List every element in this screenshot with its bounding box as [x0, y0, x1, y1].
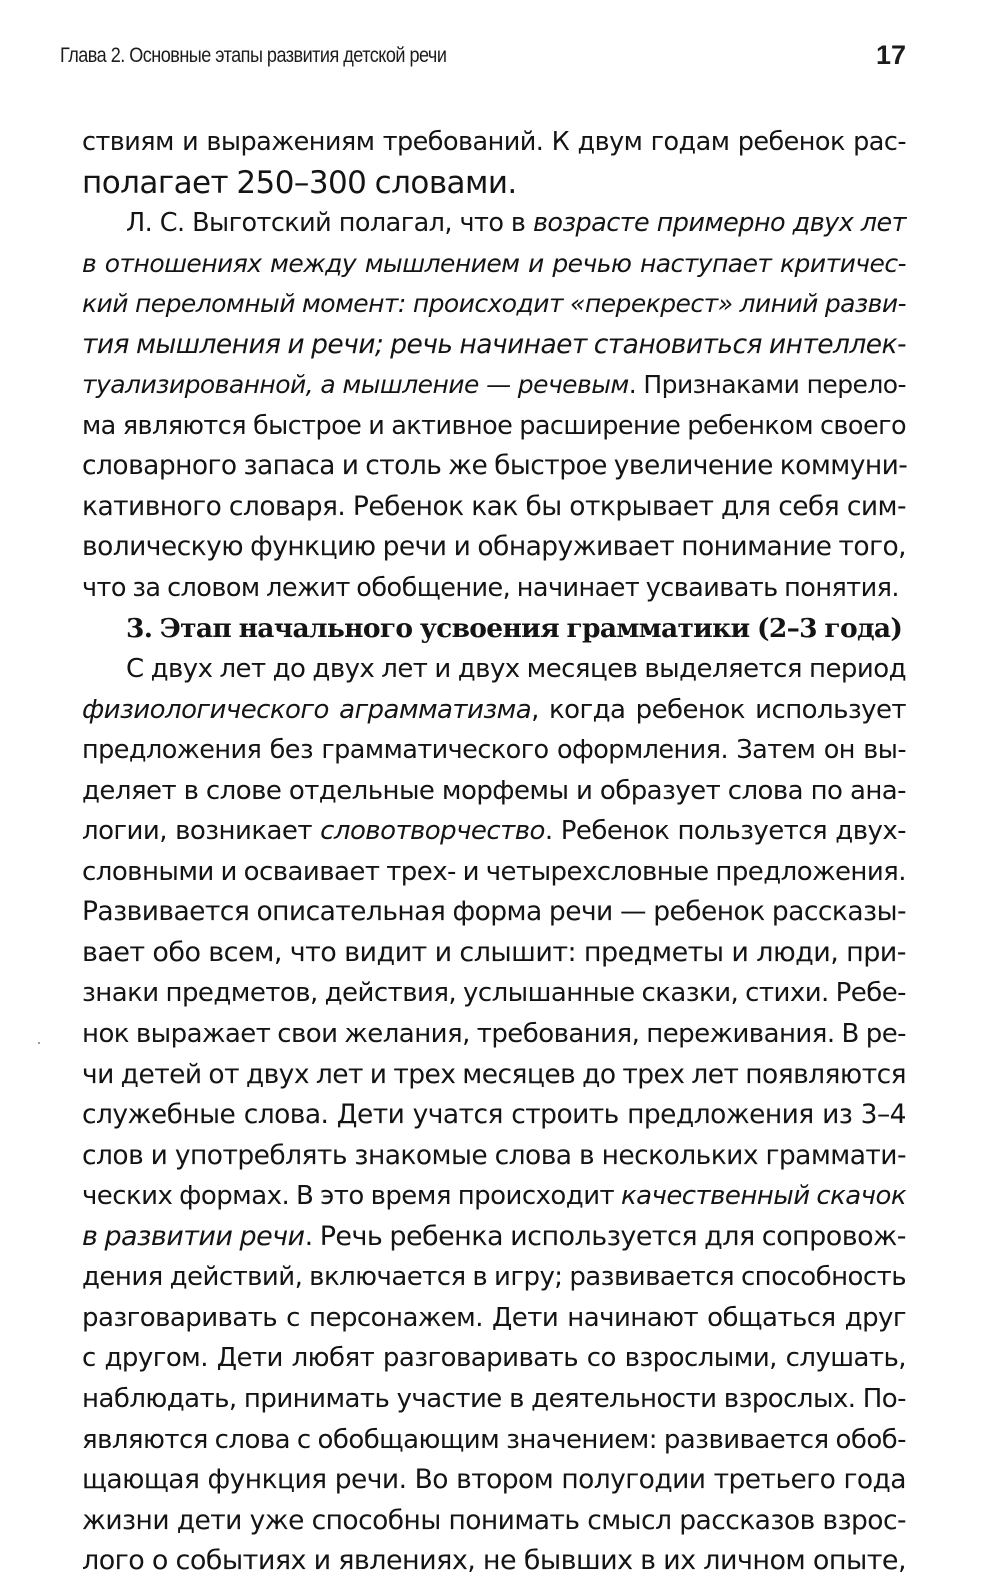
text-line	[82, 1298, 906, 1339]
text-segment: Л. С. Выготский полагал, что в	[126, 208, 533, 239]
text-segment: ческих формах. В это время происходит	[82, 1181, 621, 1212]
text-line	[82, 446, 906, 487]
text-line	[82, 163, 906, 204]
text-line	[82, 284, 906, 325]
text-segment: разговаривать с персонажем. Дети начинают общаться друг	[82, 1302, 906, 1333]
text-segment: являются слова с обобщающим значением: развивается обоб-	[82, 1424, 906, 1455]
text-segment: . Признаками перело-	[628, 370, 906, 400]
text-segment: , когда ребенок использует	[531, 694, 906, 725]
text-segment: волическую функцию речи и обнаруживает понимание того,	[82, 531, 906, 563]
text-line	[82, 811, 906, 852]
text-segment: предложения без грамматического оформления. Затем он вы-	[82, 735, 906, 766]
italic-segment: словотворчество	[320, 816, 545, 847]
text-line	[82, 1501, 906, 1542]
text-segment: щающая функция речи. Во втором полугодии третьего года	[82, 1464, 906, 1496]
text-segment: служебные слова. Дети учатся строить предложения из 3–4	[82, 1099, 906, 1131]
text-segment: . Речь ребенка используется для сопровож-	[304, 1220, 906, 1252]
text-line	[82, 244, 906, 285]
text-line	[82, 1095, 906, 1136]
text-segment: чи детей от двух лет и трех месяцев до трех лет появляются	[82, 1058, 906, 1090]
page-number: 17	[875, 40, 906, 70]
text-line	[82, 852, 906, 893]
text-line	[82, 203, 906, 244]
text-line	[82, 1217, 906, 1258]
text-line	[82, 365, 906, 406]
text-segment: нок выражает свои желания, требования, переживания. В ре-	[82, 1019, 906, 1050]
text-line	[82, 487, 906, 528]
text-segment: ствиям и выражениям требований. К двум годам ребенок рас-	[82, 127, 906, 157]
text-line	[82, 892, 906, 933]
italic-segment: кий переломный момент: происходит «перекрест» линий разви-	[82, 289, 906, 319]
italic-segment: физиологического аграмматизма	[82, 694, 532, 725]
text-segment: 3. Этап начального усвоения грамматики (2–3 года)	[126, 612, 903, 644]
text-line	[82, 1014, 906, 1055]
italic-segment: в развитии речи	[82, 1220, 305, 1252]
scan-speck	[38, 1042, 40, 1044]
text-segment: наблюдать, принимать участие в деятельности взрослых. По-	[82, 1383, 906, 1414]
italic-segment: качественный скачок	[620, 1181, 906, 1212]
text-segment: деляет в слове отдельные морфемы и образует слова по ана-	[82, 775, 906, 806]
text-segment: вает обо всем, что видит и слышит: предметы и люди, при-	[82, 936, 906, 968]
text-line	[82, 1541, 906, 1582]
text-segment: логии, возникает	[82, 816, 321, 847]
running-head: Глава 2. Основные этапы развития детской речи	[60, 44, 447, 67]
text-line	[82, 325, 906, 366]
text-segment: что за словом лежит обобщение, начинает усваивать понятия.	[82, 573, 899, 604]
italic-segment: возрасте примерно двух лет	[532, 208, 906, 239]
text-segment: . Ребенок пользуется двух-	[544, 816, 906, 847]
text-line	[82, 1460, 906, 1501]
body-text	[82, 122, 906, 1582]
italic-segment: туализированной, а мышление — речевым	[82, 370, 629, 400]
text-line	[82, 1055, 906, 1096]
italic-segment: тия мышления и речи; речь начинает становиться интеллек-	[82, 328, 906, 360]
text-segment: с другом. Дети любят разговаривать со взрослыми, слушать,	[82, 1343, 906, 1374]
text-line	[82, 122, 906, 163]
text-line	[82, 690, 906, 731]
text-line	[82, 649, 906, 690]
text-line	[82, 771, 906, 812]
text-segment: Развивается описательная форма речи — ребенок рассказы-	[82, 896, 906, 928]
text-segment: лого о событиях и явлениях, не бывших в их личном опыте,	[82, 1545, 906, 1577]
text-line	[82, 406, 906, 447]
text-segment: знаки предметов, действия, услышанные сказки, стихи. Ребе-	[82, 978, 906, 1009]
text-line	[82, 1338, 906, 1379]
text-line	[82, 1379, 906, 1420]
text-line	[82, 973, 906, 1014]
section-heading	[82, 609, 906, 650]
text-line	[82, 933, 906, 974]
text-segment: ма являются быстрое и активное расширение ребенком своего	[82, 410, 906, 441]
text-segment: кативного словаря. Ребенок как бы открывает для себя сим-	[82, 490, 906, 522]
text-segment: полагает 250–300 словами.	[82, 164, 517, 201]
text-segment: словными и осваивает трех- и четырехсловные предложения.	[82, 856, 906, 887]
text-line	[82, 1420, 906, 1461]
text-segment: жизни дети уже способны понимать смысл рассказов взрос-	[82, 1504, 906, 1536]
text-line	[82, 1136, 906, 1177]
text-segment: дения действий, включается в игру; развивается способность	[82, 1262, 906, 1293]
italic-segment: в отношениях между мышлением и речью наступает критичес-	[82, 248, 906, 278]
text-line	[82, 730, 906, 771]
text-line	[82, 1257, 906, 1298]
text-line	[82, 1176, 906, 1217]
text-segment: С двух лет до двух лет и двух месяцев выделяется период	[126, 654, 906, 685]
text-segment: слов и употреблять знакомые слова в нескольких граммати-	[82, 1139, 906, 1171]
text-line	[82, 527, 906, 568]
text-line	[82, 568, 906, 609]
text-segment: словарного запаса и столь же быстрое увеличение коммуни-	[82, 450, 908, 482]
